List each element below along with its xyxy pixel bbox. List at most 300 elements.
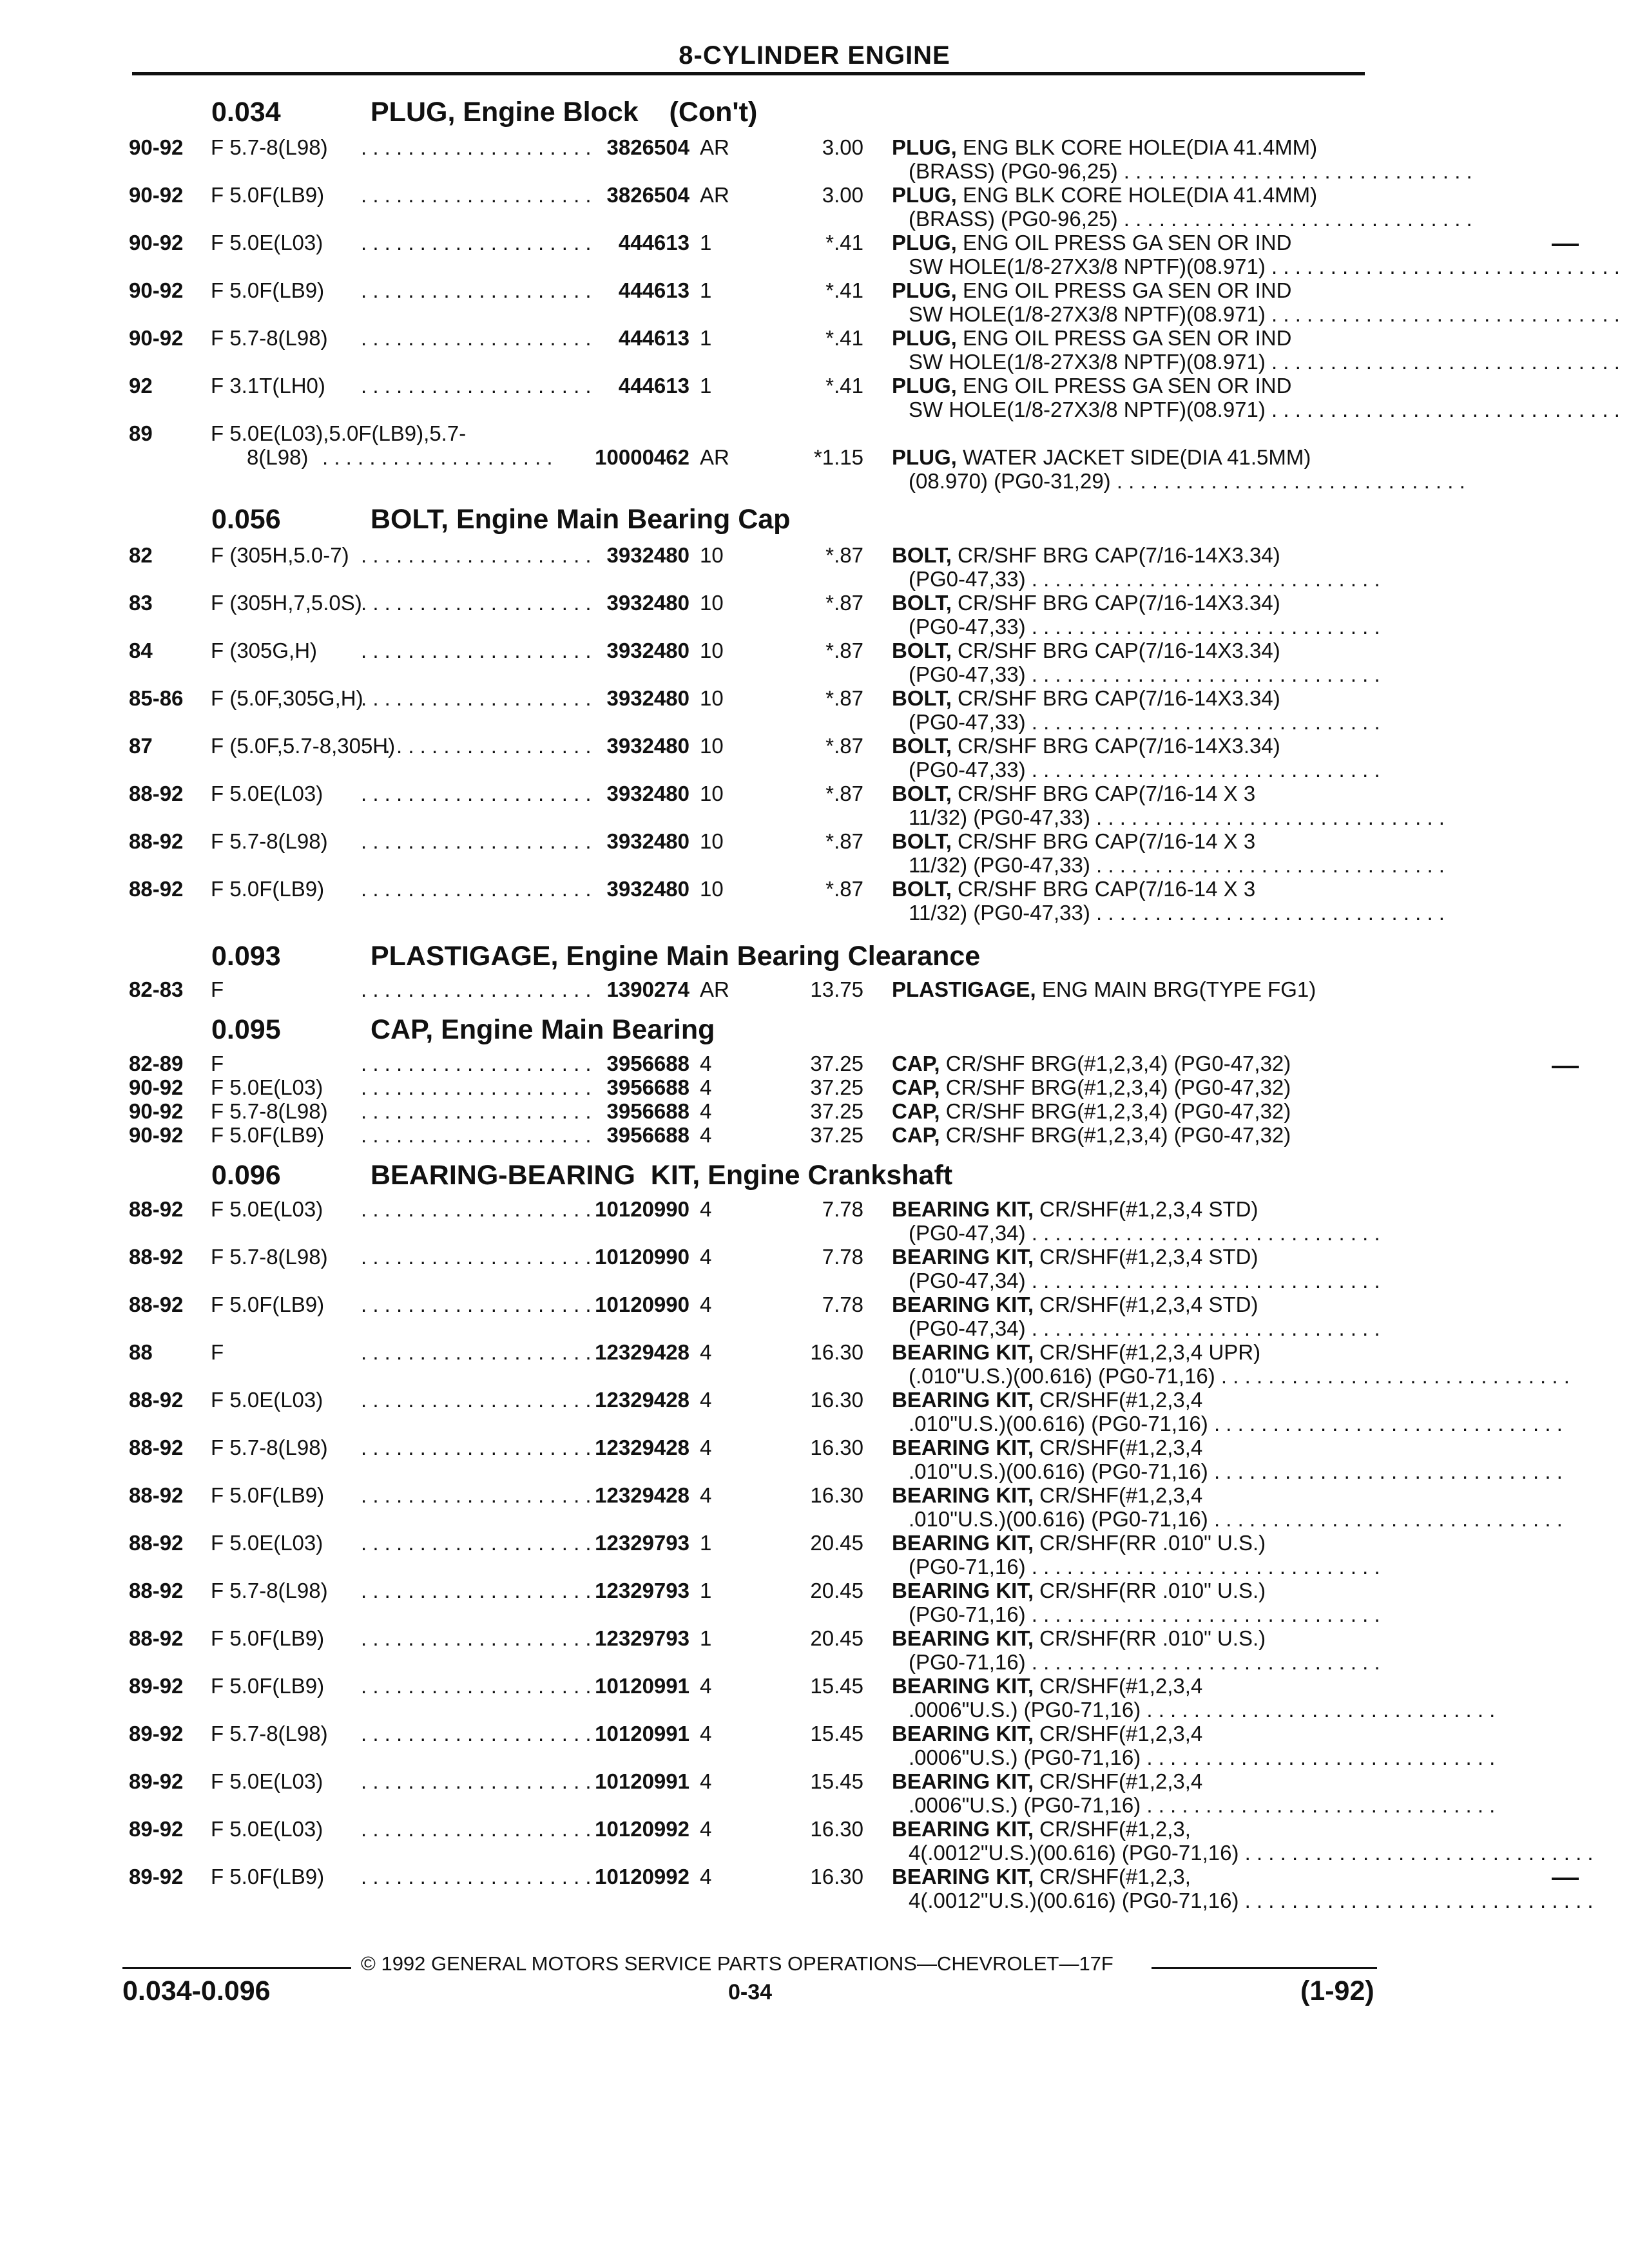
part-description-continued: (PG0-47,33) . . . . . . . . . . . . . . . . . . . . . . . . . . . . . . [909,710,1380,734]
dot-leader: . . . . . . . . . . . . . . . . . . . . [361,1817,592,1841]
item-name: CAP, [892,1099,940,1123]
part-number: 12329793 [595,1531,689,1555]
year-range: 88-92 [129,1483,184,1507]
quantity: 4 [700,1674,712,1698]
part-description-continued: (.010"U.S.)(00.616) (PG0-71,16) . . . . . . . . . . . . . . . . . . . . . . . . . . . . . . [909,1364,1570,1388]
item-name: BEARING KIT, [892,1388,1034,1412]
footer-copyright: © 1992 GENERAL MOTORS SERVICE PARTS OPERATIONS—CHEVROLET—17F [361,1952,1113,1975]
part-description [892,1245,1369,1269]
item-name: BEARING KIT, [892,1436,1034,1459]
year-range: 88-92 [129,1245,184,1269]
price: 15.45 [810,1769,863,1793]
item-name: BEARING KIT, [892,1579,1034,1602]
dot-leader: . . . . . . . . . . . . . . . . . . . . [361,1531,592,1555]
year-range: 88-92 [129,1388,184,1412]
quantity: AR [700,183,729,207]
item-detail: CR/SHF(#1,2,3,4 [1034,1436,1203,1459]
section-heading [0,1160,1629,1198]
model-code: F [211,1340,224,1364]
price: *.41 [825,231,863,255]
price: 7.78 [822,1293,863,1316]
price: 16.30 [810,1340,863,1364]
year-range: 89-92 [129,1674,184,1698]
part-description-continued: 4(.0012"U.S.)(00.616) (PG0-71,16) . . . . . . . . . . . . . . . . . . . . . . . . . . . . . . [909,1841,1594,1865]
item-name: BEARING KIT, [892,1769,1034,1793]
part-number: 12329793 [595,1626,689,1650]
part-number: 10120992 [595,1865,689,1888]
section-title: BOLT, Engine Main Bearing Cap [371,504,791,535]
item-name: BOLT, [892,829,952,853]
item-detail: CR/SHF(#1,2,3,4 UPR) [1034,1340,1261,1364]
part-number: 444613 [618,374,689,398]
item-name: PLUG, [892,183,957,207]
year-range: 92 [129,374,153,398]
model-code: F 5.0E(L03) [211,1388,323,1412]
item-name: CAP, [892,1052,940,1075]
part-description [892,1099,1369,1124]
part-number: 10000462 [595,445,689,469]
part-number: 12329793 [595,1579,689,1602]
item-name: BOLT, [892,782,952,805]
price: 20.45 [810,1579,863,1602]
part-description [892,1722,1369,1746]
part-description-continued: .0006"U.S.) (PG0-71,16) . . . . . . . . . . . . . . . . . . . . . . . . . . . . . . [909,1698,1496,1722]
section-number: 0.056 [211,504,281,535]
price: *.41 [825,278,863,302]
dot-leader: . . . . . . . . . . . . . . . . . . . . [361,591,592,615]
part-number: 3932480 [606,877,689,901]
footer-date: (1-92) [1300,1975,1374,2006]
item-name: BEARING KIT, [892,1531,1034,1555]
part-number: 3932480 [606,782,689,805]
price: 3.00 [822,135,863,159]
model-code: F 5.0F(LB9) [211,183,325,207]
model-code: F 5.7-8(L98) [211,1099,328,1123]
quantity: AR [700,135,729,159]
year-range: 89-92 [129,1865,184,1888]
quantity: AR [700,977,729,1001]
model-code: F (5.0F,305G,H) [211,686,363,710]
model-code: F [211,977,224,1001]
dot-leader: . . . . . . . . . . . . . . . . . . . . [361,1436,592,1459]
dot-leader: . . . . . . . . . . . . . . . . . . . . [361,686,592,710]
item-detail: CR/SHF(#1,2,3,4 STD) [1034,1197,1258,1221]
part-description-continued: .010"U.S.)(00.616) (PG0-71,16) . . . . . . . . . . . . . . . . . . . . . . . . . . . . . . [909,1459,1563,1483]
part-description [892,1817,1369,1841]
part-description [892,278,1369,303]
year-range: 88-92 [129,1197,184,1221]
footer-rule-left [122,1967,351,1969]
year-range: 88-92 [129,829,184,853]
item-detail: CR/SHF(RR .010" U.S.) [1034,1626,1266,1650]
model-code: F 5.7-8(L98) [211,1436,328,1459]
part-description-continued: (08.970) (PG0-31,29) . . . . . . . . . . . . . . . . . . . . . . . . . . . . . . [909,469,1465,493]
footer-rule-right [1152,1967,1377,1969]
part-number: 444613 [618,231,689,255]
part-number: 10120991 [595,1674,689,1698]
part-number: 3956688 [606,1123,689,1147]
year-range: 88-92 [129,877,184,901]
quantity: 10 [700,829,724,853]
dot-leader: . . . . . . . . . . . . . . . . . . . . [361,1197,592,1221]
part-number: 10120990 [595,1197,689,1221]
price: 15.45 [810,1722,863,1745]
price: *.87 [825,734,863,758]
item-name: PLUG, [892,445,957,469]
quantity: 10 [700,877,724,901]
dot-leader: . . . . . . . . . . . . . . . . . . . . [361,231,592,255]
item-name: PLUG, [892,326,957,350]
dot-leader: . . . . . . . . . . . . . . . . . . . . [361,135,592,159]
price: *.87 [825,829,863,853]
part-number: 3826504 [606,183,689,207]
dot-leader: . . . . . . . . . . . . . . . . . . . . [361,877,592,901]
dot-leader: . . . . . . . . . . . . . . . . . . . . [361,639,592,662]
part-number: 10120991 [595,1769,689,1793]
item-detail: ENG BLK CORE HOLE(DIA 41.4MM) [956,183,1318,207]
item-name: BEARING KIT, [892,1340,1034,1364]
quantity: 1 [700,1579,712,1602]
price: 16.30 [810,1388,863,1412]
quantity: 4 [700,1123,712,1147]
item-name: BEARING KIT, [892,1483,1034,1507]
item-detail: ENG OIL PRESS GA SEN OR IND [956,231,1292,255]
part-description [892,1674,1369,1698]
quantity: 4 [700,1052,712,1075]
section-number: 0.095 [211,1014,281,1045]
model-code: F 5.7-8(L98) [211,1245,328,1269]
model-code: F 5.0E(L03) [211,231,323,255]
price: *.87 [825,543,863,567]
quantity: 4 [700,1293,712,1316]
part-description-continued: 11/32) (PG0-47,33) . . . . . . . . . . . . . . . . . . . . . . . . . . . . . . [909,805,1445,829]
item-detail: CR/SHF BRG(#1,2,3,4) (PG0-47,32) [940,1099,1291,1123]
quantity: 1 [700,326,712,350]
item-name: BEARING KIT, [892,1817,1034,1841]
year-range: 89-92 [129,1722,184,1745]
year-range: 90-92 [129,1123,184,1147]
price: 20.45 [810,1626,863,1650]
model-code: F 5.0E(L03) [211,1197,323,1221]
item-name: BEARING KIT, [892,1293,1034,1316]
year-range: 90-92 [129,326,184,350]
price: 16.30 [810,1436,863,1459]
model-code: F 5.7-8(L98) [211,1579,328,1602]
item-name: CAP, [892,1123,940,1147]
model-code: F (305H,7,5.0S) [211,591,362,615]
part-number: 10120990 [595,1245,689,1269]
part-number: 3826504 [606,135,689,159]
part-description-continued: (PG0-47,33) . . . . . . . . . . . . . . . . . . . . . . . . . . . . . . [909,758,1380,782]
quantity: 4 [700,1483,712,1507]
part-description [892,877,1369,901]
part-description-continued: (PG0-47,34) . . . . . . . . . . . . . . . . . . . . . . . . . . . . . . [909,1269,1380,1293]
price: 3.00 [822,183,863,207]
item-name: BOLT, [892,734,952,758]
section-title: PLASTIGAGE, Engine Main Bearing Clearance [371,941,981,972]
part-number: 3932480 [606,543,689,567]
part-description-continued: .010"U.S.)(00.616) (PG0-71,16) . . . . . . . . . . . . . . . . . . . . . . . . . . . . . . [909,1507,1563,1531]
model-code: F 5.0E(L03) [211,1531,323,1555]
section-heading [0,504,1629,543]
year-range: 88-92 [129,1626,184,1650]
model-code: F (305G,H) [211,639,318,662]
year-range: 88 [129,1340,153,1364]
part-description [892,977,1369,1002]
dot-leader: . . . . . . . . . . . . . . . . . . . . [361,1340,592,1364]
part-description-continued: (PG0-47,33) . . . . . . . . . . . . . . . . . . . . . . . . . . . . . . [909,615,1380,639]
model-code-continued: 8(L98) [247,445,309,469]
section-heading [0,941,1629,979]
model-code: F 5.0F(LB9) [211,278,325,302]
part-description-continued: SW HOLE(1/8-27X3/8 NPTF)(08.971) . . . . . . . . . . . . . . . . . . . . . . . . . . . . . . [909,398,1620,421]
model-code: F 5.7-8(L98) [211,135,328,159]
part-description-continued: .0006"U.S.) (PG0-71,16) . . . . . . . . . . . . . . . . . . . . . . . . . . . . . . [909,1793,1496,1817]
dot-leader: . . . . . . . . . . . . . . . . . . . . [361,782,592,805]
year-range: 90-92 [129,135,184,159]
price: *.87 [825,877,863,901]
model-code: F 5.0F(LB9) [211,1674,325,1698]
quantity: 1 [700,1626,712,1650]
price: 15.45 [810,1674,863,1698]
part-description [892,1626,1369,1651]
year-range: 90-92 [129,1099,184,1123]
item-name: PLASTIGAGE, [892,977,1036,1001]
part-description-continued: .0006"U.S.) (PG0-71,16) . . . . . . . . . . . . . . . . . . . . . . . . . . . . . . [909,1745,1496,1769]
part-description-continued: (BRASS) (PG0-96,25) . . . . . . . . . . . . . . . . . . . . . . . . . . . . . . [909,207,1472,231]
price: *.87 [825,782,863,805]
dot-leader: . . . . . . . . . . . . . . . . . . . . [361,326,592,350]
quantity: AR [700,445,729,469]
quantity: 4 [700,1436,712,1459]
dot-leader: . . . . . . . . . . . . . . . . . . . . [361,1075,592,1099]
part-description-continued: (BRASS) (PG0-96,25) . . . . . . . . . . . . . . . . . . . . . . . . . . . . . . [909,159,1472,183]
year-range: 84 [129,639,153,662]
price: 13.75 [810,977,863,1001]
model-code: F 5.0F(LB9) [211,1293,325,1316]
price: *.87 [825,639,863,662]
part-description [892,782,1369,806]
part-description [892,1052,1369,1076]
margin-mark [1552,1878,1579,1880]
part-description-continued: (PG0-47,33) . . . . . . . . . . . . . . . . . . . . . . . . . . . . . . [909,662,1380,686]
price: 7.78 [822,1245,863,1269]
part-number: 3932480 [606,686,689,710]
item-detail: CR/SHF(#1,2,3,4 STD) [1034,1245,1258,1269]
quantity: 4 [700,1245,712,1269]
item-detail: CR/SHF(RR .010" U.S.) [1034,1579,1266,1602]
year-range: 88-92 [129,782,184,805]
section-heading [0,97,1629,135]
part-number: 12329428 [595,1388,689,1412]
part-description [892,1340,1369,1365]
item-name: BEARING KIT, [892,1722,1034,1745]
item-detail: CR/SHF BRG CAP(7/16-14 X 3 [951,782,1256,805]
item-detail: ENG OIL PRESS GA SEN OR IND [956,374,1292,398]
model-code: F (5.0F,5.7-8,305H) [211,734,396,758]
item-detail: ENG OIL PRESS GA SEN OR IND [956,278,1292,302]
part-number: 3956688 [606,1052,689,1075]
item-detail: CR/SHF(RR .010" U.S.) [1034,1531,1266,1555]
price: 16.30 [810,1483,863,1507]
page-title: 8-CYLINDER ENGINE [679,41,950,70]
price: 37.25 [810,1075,863,1099]
item-name: BEARING KIT, [892,1197,1034,1221]
part-description [892,326,1369,351]
dot-leader: . . . . . . . . . . . . . . . . . . . . [361,1865,592,1888]
year-range: 89 [129,421,153,445]
item-name: BEARING KIT, [892,1865,1034,1888]
model-code: F 5.0F(LB9) [211,1865,325,1888]
part-description [892,1197,1369,1222]
item-detail: WATER JACKET SIDE(DIA 41.5MM) [956,445,1311,469]
item-detail: CR/SHF(#1,2,3, [1034,1865,1191,1888]
item-detail: CR/SHF(#1,2,3,4 [1034,1483,1203,1507]
year-range: 85-86 [129,686,184,710]
item-detail: CR/SHF BRG(#1,2,3,4) (PG0-47,32) [940,1075,1291,1099]
dot-leader: . . . . . . . . . . . . . . . . . . . . [361,1052,592,1075]
year-range: 83 [129,591,153,615]
section-number: 0.034 [211,97,281,128]
year-range: 89-92 [129,1817,184,1841]
item-detail: ENG OIL PRESS GA SEN OR IND [956,326,1292,350]
item-name: BEARING KIT, [892,1626,1034,1650]
item-detail: CR/SHF BRG CAP(7/16-14X3.34) [951,591,1280,615]
part-description [892,1293,1369,1317]
dot-leader: . . . . . . . . . . . . . . . . . . . . [361,977,592,1001]
part-description [892,1865,1369,1889]
part-description-continued: (PG0-47,34) . . . . . . . . . . . . . . . . . . . . . . . . . . . . . . [909,1221,1380,1245]
item-detail: CR/SHF BRG(#1,2,3,4) (PG0-47,32) [940,1123,1291,1147]
model-code: F 5.0F(LB9) [211,1123,325,1147]
item-detail: CR/SHF BRG CAP(7/16-14 X 3 [951,829,1256,853]
quantity: 4 [700,1075,712,1099]
model-code: F 5.7-8(L98) [211,1722,328,1745]
part-number: 12329428 [595,1340,689,1364]
price: 16.30 [810,1817,863,1841]
item-detail: CR/SHF BRG CAP(7/16-14X3.34) [951,734,1280,758]
year-range: 88-92 [129,1531,184,1555]
price: *1.15 [813,445,863,469]
section-heading [0,1014,1629,1053]
item-detail: CR/SHF(#1,2,3,4 STD) [1034,1293,1258,1316]
year-range: 87 [129,734,153,758]
model-code: F 5.7-8(L98) [211,829,328,853]
part-description-continued: 4(.0012"U.S.)(00.616) (PG0-71,16) . . . . . . . . . . . . . . . . . . . . . . . . . . . . . . [909,1888,1594,1912]
part-number: 3932480 [606,639,689,662]
quantity: 4 [700,1099,712,1123]
part-description [892,231,1369,255]
part-description-continued: (PG0-47,33) . . . . . . . . . . . . . . . . . . . . . . . . . . . . . . [909,567,1380,591]
quantity: 4 [700,1865,712,1888]
part-description [892,1123,1369,1148]
dot-leader: . . . . . . . . . . . . . . . . . . . . [361,1674,592,1698]
model-code: F 5.7-8(L98) [211,326,328,350]
dot-leader: . . . . . . . . . . . . . . . . . . . . [361,1099,592,1123]
model-code: F 5.0E(L03) [211,1075,323,1099]
item-detail: CR/SHF BRG(#1,2,3,4) (PG0-47,32) [940,1052,1291,1075]
model-code: F 5.0E(L03) [211,1817,323,1841]
part-description [892,1075,1369,1100]
part-description [892,686,1369,711]
item-detail: CR/SHF(#1,2,3,4 [1034,1674,1203,1698]
model-code: F 5.0F(LB9) [211,877,325,901]
dot-leader: . . . . . . . . . . . . . . . . . . . . [361,1123,592,1147]
quantity: 1 [700,374,712,398]
part-description-continued: SW HOLE(1/8-27X3/8 NPTF)(08.971) . . . . . . . . . . . . . . . . . . . . . . . . . . . . . . [909,255,1620,278]
item-detail: CR/SHF(#1,2,3,4 [1034,1722,1203,1745]
part-description [892,639,1369,663]
part-description [892,1579,1369,1603]
quantity: 10 [700,686,724,710]
year-range: 90-92 [129,183,184,207]
part-description [892,135,1369,160]
price: 7.78 [822,1197,863,1221]
item-name: PLUG, [892,278,957,302]
dot-leader: . . . . . . . . . . . . . . . . . . . . [361,1769,592,1793]
part-description [892,829,1369,854]
item-name: BEARING KIT, [892,1245,1034,1269]
price: 37.25 [810,1052,863,1075]
item-name: PLUG, [892,135,957,159]
year-range: 88-92 [129,1293,184,1316]
part-description [892,1483,1369,1508]
margin-mark [1552,244,1579,246]
part-number: 3956688 [606,1099,689,1123]
dot-leader: . . . . . . . . . . . . . . . . . . . . [361,1388,592,1412]
year-range: 88-92 [129,1436,184,1459]
model-code: F 5.0E(L03) [211,1769,323,1793]
part-description [892,1436,1369,1460]
year-range: 82 [129,543,153,567]
price: *.87 [825,591,863,615]
part-description [892,374,1369,398]
part-number: 1390274 [606,977,689,1001]
part-description-continued: 11/32) (PG0-47,33) . . . . . . . . . . . . . . . . . . . . . . . . . . . . . . [909,901,1445,925]
part-number: 3932480 [606,829,689,853]
part-description [892,183,1369,207]
part-description [892,543,1369,568]
quantity: 4 [700,1340,712,1364]
part-description [892,1388,1369,1412]
year-range: 82-89 [129,1052,184,1075]
dot-leader: . . . . . . . . . . . . . . . . . . . . [361,1626,592,1650]
item-name: PLUG, [892,231,957,255]
item-detail: CR/SHF BRG CAP(7/16-14X3.34) [951,686,1280,710]
quantity: 4 [700,1197,712,1221]
section-title: PLUG, Engine Block (Con't) [371,97,758,128]
quantity: 10 [700,734,724,758]
item-detail: CR/SHF(#1,2,3,4 [1034,1388,1203,1412]
dot-leader: . . . . . . . . . . . . . . . . . . . . [361,374,592,398]
part-number: 444613 [618,278,689,302]
item-detail: ENG MAIN BRG(TYPE FG1) [1036,977,1316,1001]
year-range: 90-92 [129,278,184,302]
part-description-continued: .010"U.S.)(00.616) (PG0-71,16) . . . . . . . . . . . . . . . . . . . . . . . . . . . . . . [909,1412,1563,1436]
quantity: 4 [700,1388,712,1412]
quantity: 4 [700,1769,712,1793]
year-range: 82-83 [129,977,184,1001]
section-number: 0.093 [211,941,281,972]
header-rule [132,72,1365,75]
part-description-continued: SW HOLE(1/8-27X3/8 NPTF)(08.971) . . . . . . . . . . . . . . . . . . . . . . . . . . . . . . [909,302,1620,326]
part-description-continued: SW HOLE(1/8-27X3/8 NPTF)(08.971) . . . . . . . . . . . . . . . . . . . . . . . . . . . . . . [909,350,1620,374]
part-description [892,734,1369,758]
part-number: 10120992 [595,1817,689,1841]
section-title: BEARING-BEARING KIT, Engine Crankshaft [371,1160,953,1191]
part-description [892,591,1369,615]
dot-leader: . . . . . . . . . . . . . . . . . . . . [361,1293,592,1316]
